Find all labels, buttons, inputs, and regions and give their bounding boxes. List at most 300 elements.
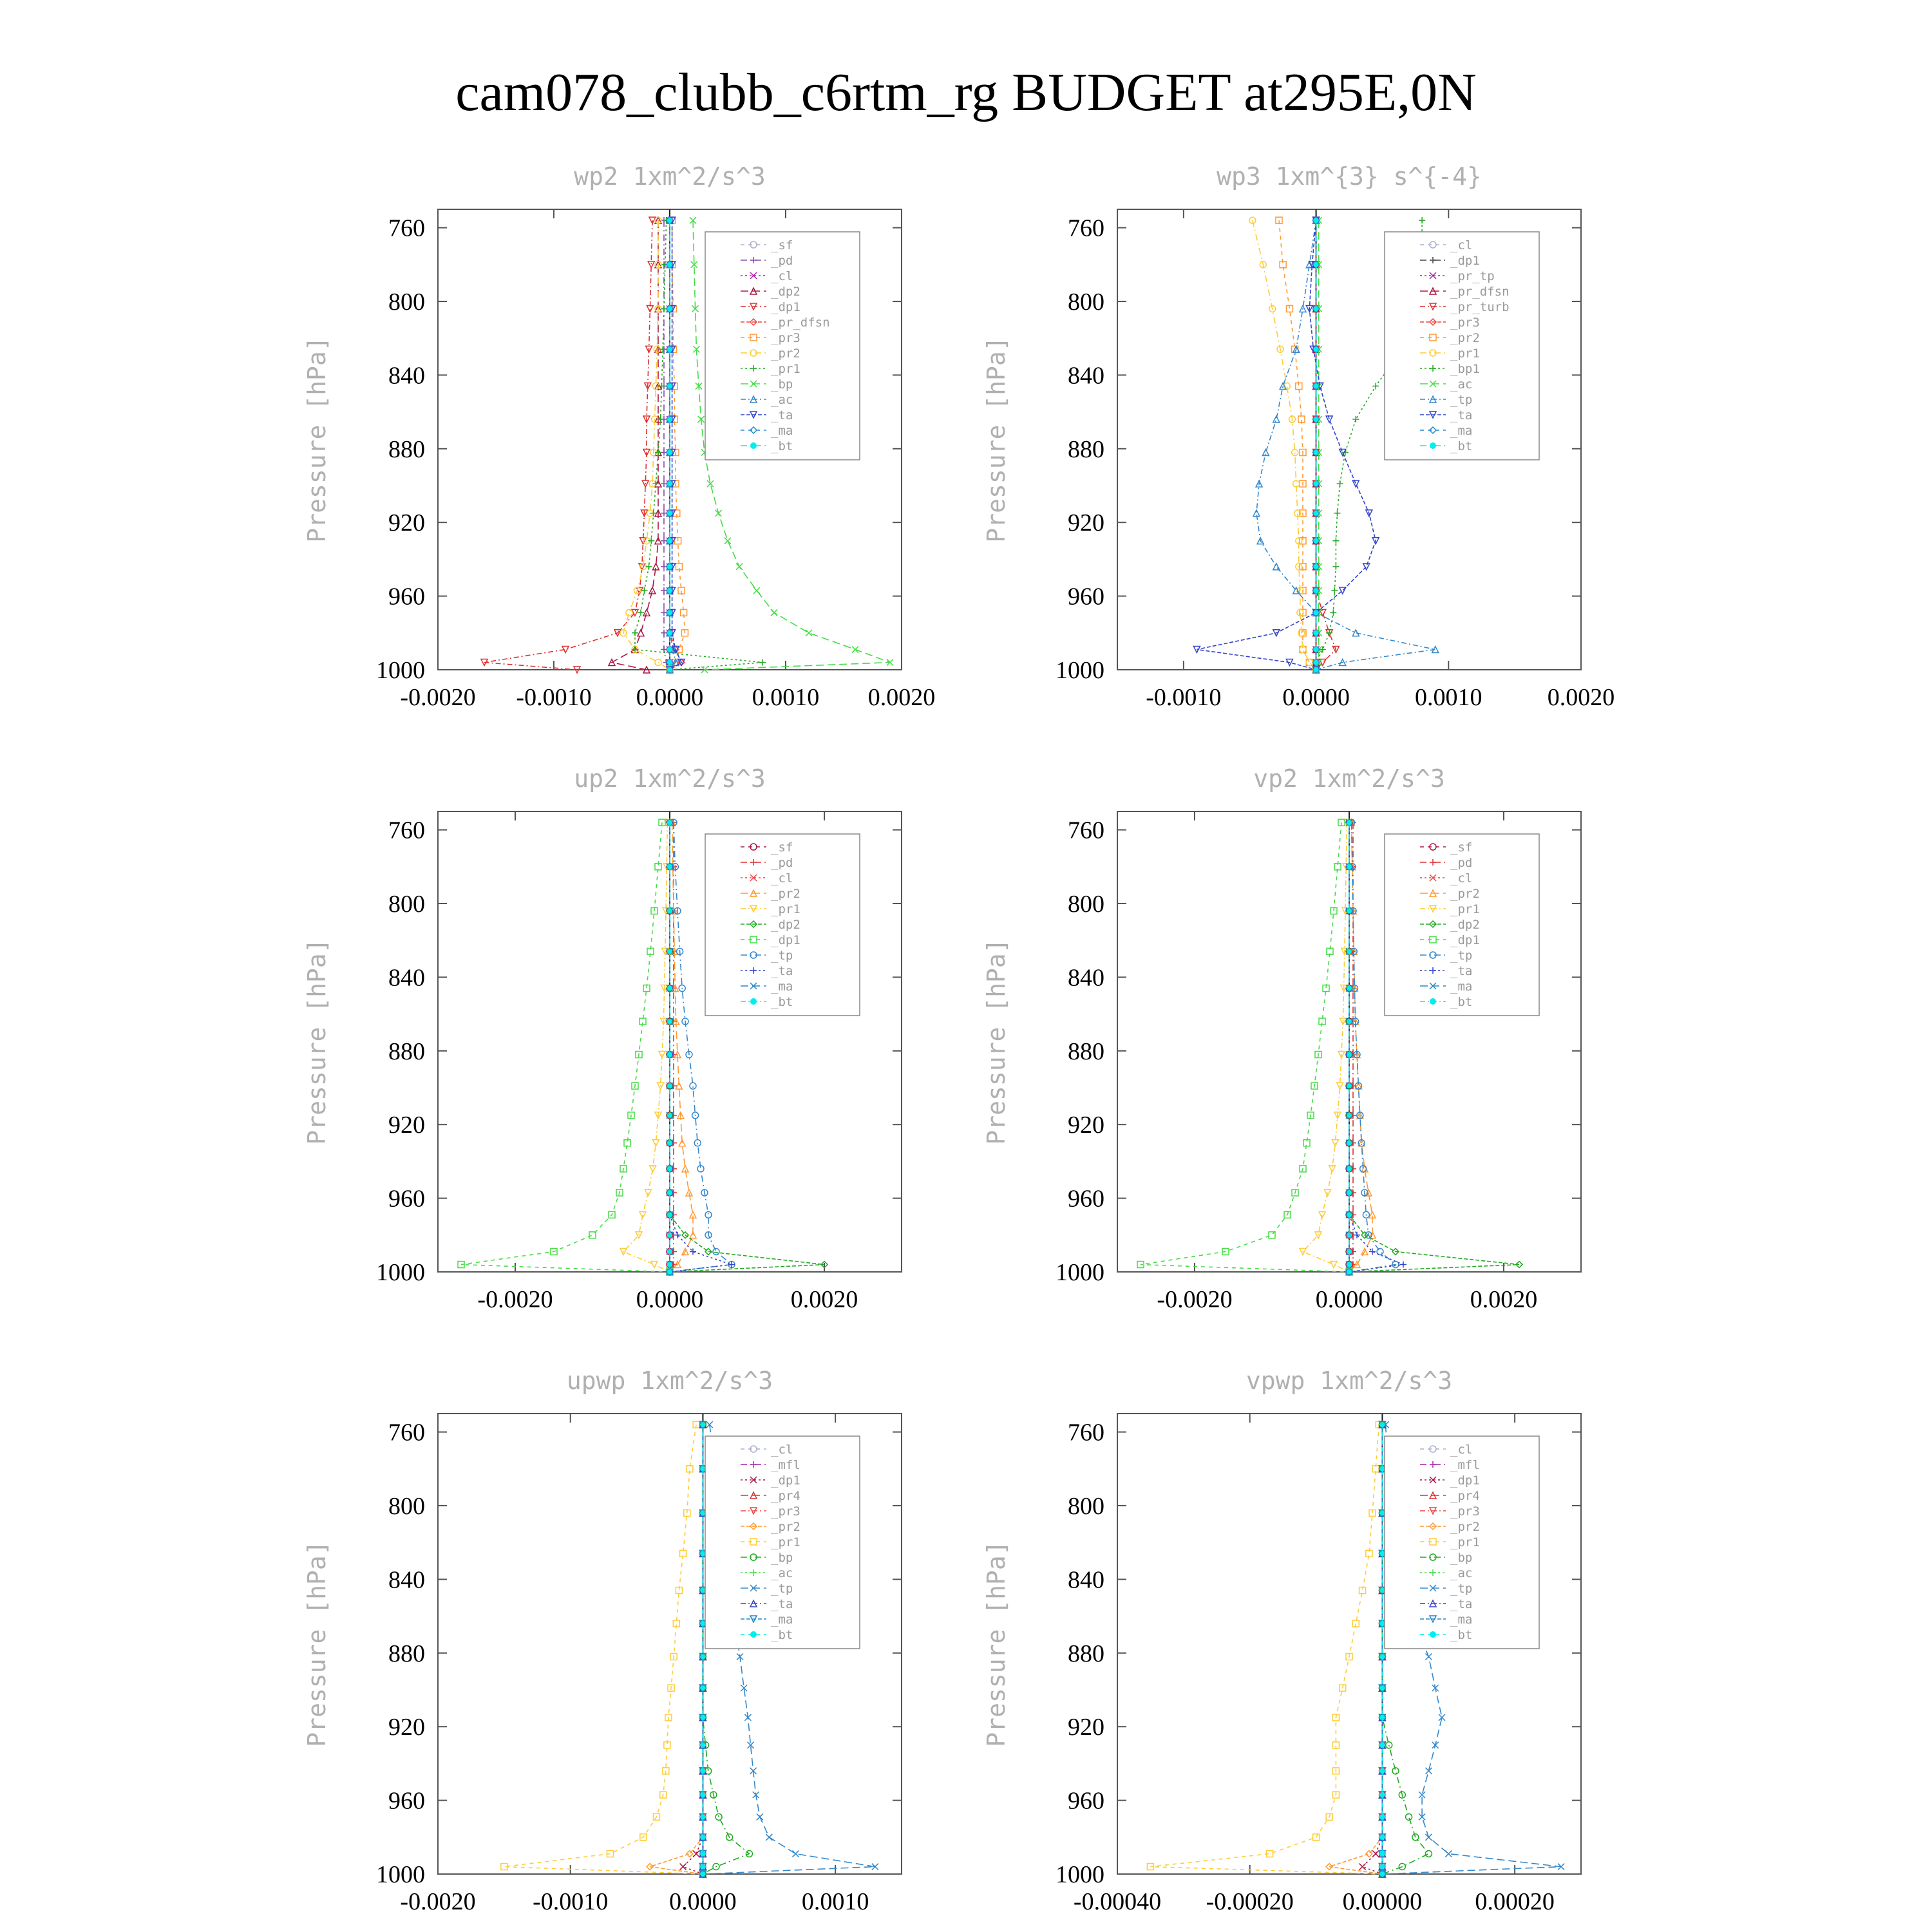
data-point bbox=[667, 1052, 672, 1057]
y-axis-label: Pressure [hPa] bbox=[982, 336, 1010, 543]
legend-label: _pr2 bbox=[1450, 887, 1480, 901]
x-tick-label: -0.0010 bbox=[533, 1888, 609, 1915]
data-point bbox=[700, 1466, 705, 1472]
x-tick-label: 0.0020 bbox=[1470, 1286, 1538, 1313]
y-tick-label: 840 bbox=[388, 964, 425, 992]
data-point bbox=[1347, 864, 1352, 869]
data-point bbox=[667, 986, 672, 991]
legend-marker bbox=[750, 442, 757, 449]
data-point bbox=[1347, 1019, 1352, 1024]
data-point bbox=[1337, 480, 1343, 487]
y-tick-label: 880 bbox=[1068, 1640, 1104, 1667]
x-tick-label: 0.0000 bbox=[636, 684, 704, 711]
data-point bbox=[667, 384, 672, 389]
data-point bbox=[1314, 262, 1319, 267]
y-tick-label: 960 bbox=[1068, 583, 1104, 611]
data-point bbox=[674, 1232, 681, 1238]
y-tick-label: 760 bbox=[1068, 817, 1104, 844]
data-point bbox=[1332, 564, 1339, 570]
data-point bbox=[667, 1083, 672, 1088]
panel-vpwp bbox=[982, 1367, 1581, 1915]
y-tick-label: 760 bbox=[388, 1419, 425, 1446]
data-point bbox=[852, 647, 858, 653]
y-tick-label: 960 bbox=[1068, 1185, 1104, 1213]
y-tick-label: 800 bbox=[388, 1493, 425, 1520]
data-point bbox=[1354, 1232, 1360, 1238]
data-point bbox=[1331, 1262, 1337, 1268]
x-tick-label: -0.0020 bbox=[1157, 1286, 1233, 1313]
legend-label: _pr_dfsn bbox=[771, 316, 830, 330]
legend-label: _tp bbox=[1450, 1582, 1473, 1596]
data-point bbox=[1319, 1211, 1325, 1218]
data-point bbox=[759, 659, 766, 666]
panel-title: vp2 1xm^2/s^3 bbox=[1253, 764, 1445, 793]
data-point bbox=[700, 1864, 705, 1870]
data-point bbox=[639, 1211, 646, 1218]
data-point bbox=[1419, 217, 1425, 223]
data-point bbox=[1379, 1422, 1385, 1427]
y-tick-label: 960 bbox=[388, 1787, 425, 1815]
data-point bbox=[1334, 510, 1340, 516]
y-tick-label: 920 bbox=[1068, 509, 1104, 537]
x-tick-label: -0.00040 bbox=[1073, 1888, 1162, 1915]
legend-label: _dp2 bbox=[771, 285, 800, 299]
data-point bbox=[700, 1551, 705, 1556]
legend-label: _pr1 bbox=[1450, 902, 1480, 916]
legend-label: _bt bbox=[1450, 1628, 1473, 1642]
y-tick-label: 1000 bbox=[376, 1259, 425, 1286]
data-point bbox=[1347, 949, 1352, 954]
series-line bbox=[1150, 1425, 1382, 1874]
legend-label: _pr1 bbox=[1450, 1535, 1480, 1549]
series-line bbox=[664, 220, 670, 670]
panel-title: wp3 1xm^{3} s^{-4} bbox=[1217, 162, 1482, 191]
series-line bbox=[461, 822, 670, 1272]
seriesdp1 bbox=[1137, 819, 1352, 1275]
legend-label: _ta bbox=[771, 408, 793, 422]
data-point bbox=[1379, 1835, 1385, 1840]
legend-label: _dp1 bbox=[771, 1473, 800, 1488]
data-point bbox=[667, 1190, 672, 1195]
legend-label: _ta bbox=[1450, 408, 1473, 422]
legend-label: _pr2 bbox=[771, 887, 800, 901]
data-point bbox=[1347, 1249, 1352, 1255]
data-point bbox=[667, 306, 672, 311]
panel-upwp bbox=[303, 1367, 902, 1915]
data-point bbox=[1359, 1864, 1366, 1870]
seriespr1 bbox=[501, 1421, 706, 1877]
data-point bbox=[632, 630, 638, 636]
legend-label: _bp1 bbox=[1450, 362, 1480, 376]
series-line bbox=[650, 1425, 703, 1874]
x-tick-label: -0.0020 bbox=[477, 1286, 553, 1313]
data-point bbox=[667, 949, 672, 954]
data-point bbox=[667, 417, 672, 422]
legend-label: _pd bbox=[771, 254, 793, 268]
data-point bbox=[690, 1232, 696, 1238]
legend-marker bbox=[1430, 1631, 1436, 1638]
series-line bbox=[670, 220, 676, 670]
data-point bbox=[1314, 218, 1319, 223]
data-point bbox=[1347, 1190, 1352, 1195]
y-tick-label: 880 bbox=[1068, 1037, 1104, 1065]
legend-marker bbox=[1430, 442, 1436, 449]
data-point bbox=[1314, 384, 1319, 389]
y-tick-label: 800 bbox=[388, 891, 425, 918]
data-point bbox=[1386, 1742, 1392, 1748]
data-point bbox=[1372, 383, 1379, 390]
data-point bbox=[1379, 1743, 1385, 1748]
legend-label: _dp2 bbox=[1450, 918, 1480, 932]
x-tick-label: 0.0000 bbox=[669, 1888, 737, 1915]
data-point bbox=[648, 261, 654, 268]
seriespr2 bbox=[1326, 1421, 1385, 1877]
data-point bbox=[646, 564, 652, 570]
series-line bbox=[504, 1425, 703, 1874]
data-point bbox=[1347, 1083, 1352, 1088]
data-point bbox=[1347, 986, 1352, 991]
data-point bbox=[1314, 610, 1319, 615]
legend-label: _bt bbox=[771, 995, 793, 1009]
data-point bbox=[1326, 416, 1332, 422]
y-axis-label: Pressure [hPa] bbox=[982, 938, 1010, 1145]
legend-label: _bp bbox=[771, 1551, 793, 1565]
data-point bbox=[667, 262, 672, 267]
data-point bbox=[667, 610, 672, 615]
y-tick-label: 1000 bbox=[376, 1861, 425, 1888]
panel-title: wp2 1xm^2/s^3 bbox=[574, 162, 766, 191]
panel-title: up2 1xm^2/s^3 bbox=[574, 764, 766, 793]
series-line bbox=[1329, 1425, 1382, 1874]
data-point bbox=[700, 1685, 705, 1690]
series-line bbox=[1253, 220, 1316, 670]
data-point bbox=[724, 538, 731, 544]
data-point bbox=[1292, 450, 1298, 456]
x-tick-label: 0.0010 bbox=[1415, 684, 1482, 711]
data-point bbox=[1347, 1233, 1352, 1238]
seriesdp1 bbox=[1359, 1421, 1386, 1877]
panel-up2 bbox=[303, 764, 902, 1313]
legend-label: _pr2 bbox=[1450, 1520, 1480, 1534]
legend-label: _pr3 bbox=[771, 331, 800, 345]
x-tick-label: -0.0010 bbox=[516, 684, 592, 711]
legend-label: _mfl bbox=[1450, 1458, 1480, 1472]
data-point bbox=[1392, 1768, 1399, 1774]
legend-label: _ta bbox=[1450, 1597, 1473, 1611]
legend-label: _dp1 bbox=[771, 300, 800, 314]
seriesdp2 bbox=[609, 217, 661, 673]
data-point bbox=[1347, 1113, 1352, 1118]
data-point bbox=[766, 1834, 772, 1841]
y-tick-label: 1000 bbox=[1056, 1259, 1104, 1286]
data-point bbox=[667, 1249, 672, 1255]
x-tick-label: 0.0010 bbox=[801, 1888, 869, 1915]
legend-label: _pr3 bbox=[1450, 316, 1480, 330]
data-point bbox=[667, 820, 672, 825]
data-point bbox=[792, 1851, 799, 1857]
data-point bbox=[1347, 820, 1352, 825]
legend-label: _pd bbox=[1450, 856, 1473, 870]
data-point bbox=[1314, 481, 1319, 486]
legend-label: _bt bbox=[1450, 995, 1473, 1009]
y-tick-label: 840 bbox=[1068, 1566, 1104, 1594]
data-point bbox=[1379, 1814, 1385, 1819]
data-point bbox=[1445, 1851, 1452, 1857]
y-tick-label: 960 bbox=[388, 583, 425, 611]
data-point bbox=[736, 564, 743, 570]
data-point bbox=[1347, 1166, 1352, 1171]
data-point bbox=[626, 609, 632, 616]
data-point bbox=[1314, 417, 1319, 422]
data-point bbox=[1314, 306, 1319, 311]
data-point bbox=[667, 1212, 672, 1217]
y-tick-label: 1000 bbox=[1056, 657, 1104, 684]
data-point bbox=[690, 1083, 696, 1089]
y-tick-label: 800 bbox=[388, 289, 425, 316]
legend-label: _dp1 bbox=[1450, 254, 1480, 268]
legend-label: _pr2 bbox=[771, 1520, 800, 1534]
data-point bbox=[715, 1814, 722, 1820]
legend-label: _cl bbox=[771, 871, 793, 886]
x-tick-label: -0.0020 bbox=[400, 684, 476, 711]
x-tick-label: 0.0000 bbox=[636, 1286, 704, 1313]
data-point bbox=[667, 667, 672, 672]
legend-label: _dp1 bbox=[771, 933, 800, 947]
data-point bbox=[655, 659, 661, 666]
y-tick-label: 920 bbox=[388, 1112, 425, 1139]
legend-label: _cl bbox=[1450, 238, 1473, 252]
legend-label: _ta bbox=[771, 964, 793, 978]
data-point bbox=[1379, 1621, 1385, 1626]
data-point bbox=[700, 1871, 705, 1877]
y-axis-label: Pressure [hPa] bbox=[982, 1540, 1010, 1747]
seriespd bbox=[667, 819, 677, 1275]
data-point bbox=[1314, 511, 1319, 516]
x-tick-label: -0.0020 bbox=[400, 1888, 476, 1915]
data-point bbox=[1379, 1715, 1385, 1720]
series-line bbox=[1197, 220, 1376, 670]
legend-label: _ac bbox=[1450, 1566, 1473, 1580]
y-tick-label: 1000 bbox=[1056, 1861, 1104, 1888]
data-point bbox=[700, 1715, 705, 1720]
y-tick-label: 800 bbox=[1068, 1493, 1104, 1520]
data-point bbox=[667, 660, 672, 665]
data-point bbox=[667, 511, 672, 516]
y-tick-label: 760 bbox=[1068, 214, 1104, 242]
x-tick-label: 0.00020 bbox=[1475, 1888, 1555, 1915]
legend-label: _pr1 bbox=[771, 902, 800, 916]
y-tick-label: 800 bbox=[1068, 289, 1104, 316]
y-tick-label: 960 bbox=[1068, 1787, 1104, 1815]
data-point bbox=[667, 864, 672, 869]
data-point bbox=[1425, 1654, 1432, 1660]
data-point bbox=[1347, 1141, 1352, 1146]
legend-label: _bt bbox=[771, 439, 793, 453]
x-tick-label: -0.0010 bbox=[1146, 684, 1222, 711]
seriespd bbox=[661, 217, 673, 673]
data-point bbox=[1314, 630, 1319, 636]
data-point bbox=[680, 1864, 687, 1870]
data-point bbox=[1425, 1834, 1432, 1841]
y-tick-label: 760 bbox=[388, 817, 425, 844]
data-point bbox=[806, 630, 812, 636]
data-point bbox=[1273, 416, 1280, 422]
data-point bbox=[700, 1852, 705, 1857]
y-tick-label: 920 bbox=[1068, 1112, 1104, 1139]
panel-title: upwp 1xm^2/s^3 bbox=[566, 1367, 773, 1395]
data-point bbox=[1273, 564, 1280, 570]
data-point bbox=[1372, 1851, 1379, 1857]
series-line bbox=[1303, 822, 1349, 1272]
seriespr1 bbox=[1147, 1421, 1385, 1877]
legend-label: _ma bbox=[1450, 980, 1473, 994]
legend-label: _ma bbox=[771, 424, 793, 438]
series-line bbox=[683, 1425, 703, 1874]
series-line bbox=[623, 822, 670, 1272]
data-point bbox=[1400, 1262, 1406, 1268]
y-tick-label: 880 bbox=[388, 435, 425, 463]
legend-label: _pr1 bbox=[1450, 346, 1480, 361]
seriespr2 bbox=[647, 1421, 706, 1877]
legend-label: _sf bbox=[771, 840, 793, 855]
legend-label: _pd bbox=[771, 856, 793, 870]
legend-label: _tp bbox=[771, 949, 793, 963]
legend-label: _pr_dfsn bbox=[1450, 285, 1510, 299]
data-point bbox=[638, 609, 644, 616]
seriesdp1 bbox=[481, 217, 656, 673]
y-tick-label: 840 bbox=[1068, 362, 1104, 390]
legend-label: _bp bbox=[771, 377, 793, 392]
data-point bbox=[1314, 564, 1319, 569]
data-point bbox=[1314, 346, 1319, 352]
legend-label: _tp bbox=[1450, 949, 1473, 963]
data-point bbox=[700, 1814, 705, 1819]
data-point bbox=[1314, 667, 1319, 672]
data-point bbox=[700, 1792, 705, 1797]
data-point bbox=[700, 1743, 705, 1748]
data-point bbox=[1425, 1768, 1432, 1774]
y-tick-label: 880 bbox=[388, 1640, 425, 1667]
data-point bbox=[1379, 1871, 1385, 1877]
legend-label: _ma bbox=[1450, 1613, 1473, 1627]
seriespr2 bbox=[1346, 819, 1376, 1275]
data-point bbox=[700, 1768, 705, 1774]
data-point bbox=[700, 1654, 705, 1660]
data-point bbox=[667, 908, 672, 913]
data-point bbox=[1314, 647, 1319, 652]
series-line bbox=[484, 220, 652, 670]
y-tick-label: 840 bbox=[388, 1566, 425, 1594]
data-point bbox=[1330, 609, 1336, 616]
series-line bbox=[1279, 220, 1316, 670]
y-tick-label: 840 bbox=[388, 362, 425, 390]
data-point bbox=[1331, 587, 1338, 594]
x-tick-label: 0.00000 bbox=[1342, 1888, 1423, 1915]
legend-marker bbox=[750, 1631, 757, 1638]
legend-label: _pr_turb bbox=[1450, 300, 1510, 314]
seriesdp1 bbox=[458, 819, 673, 1275]
legend-label: _pr3 bbox=[1450, 1504, 1480, 1519]
seriespr2 bbox=[667, 819, 696, 1275]
data-point bbox=[700, 1588, 705, 1593]
data-point bbox=[1347, 908, 1352, 913]
data-point bbox=[771, 609, 777, 616]
legend-label: _ma bbox=[771, 980, 793, 994]
data-point bbox=[1314, 660, 1319, 665]
data-point bbox=[667, 218, 672, 223]
y-tick-label: 1000 bbox=[376, 657, 425, 684]
data-point bbox=[651, 1262, 658, 1268]
legend-label: _sf bbox=[771, 238, 793, 252]
x-tick-label: 0.0000 bbox=[1282, 684, 1350, 711]
data-point bbox=[1379, 1654, 1385, 1660]
data-point bbox=[667, 1019, 672, 1024]
data-point bbox=[700, 1621, 705, 1626]
data-point bbox=[1406, 1814, 1412, 1820]
y-tick-label: 920 bbox=[1068, 1714, 1104, 1741]
data-point bbox=[1379, 1768, 1385, 1774]
legend-label: _pr_tp bbox=[1450, 269, 1495, 283]
legend-label: _pr1 bbox=[771, 1535, 800, 1549]
data-point bbox=[1379, 1685, 1385, 1690]
data-point bbox=[1314, 588, 1319, 593]
data-point bbox=[667, 564, 672, 569]
legend-label: _bt bbox=[771, 1628, 793, 1642]
seriespr1 bbox=[1300, 819, 1352, 1275]
data-point bbox=[667, 1141, 672, 1146]
data-point bbox=[667, 1233, 672, 1238]
legend-label: _mfl bbox=[771, 1458, 800, 1472]
legend-label: _pr1 bbox=[771, 362, 800, 376]
data-point bbox=[667, 1262, 672, 1267]
data-point bbox=[1379, 1551, 1385, 1556]
panel-wp3 bbox=[982, 162, 1615, 711]
data-point bbox=[1379, 1864, 1385, 1870]
y-tick-label: 880 bbox=[1068, 435, 1104, 463]
data-point bbox=[1425, 1851, 1432, 1857]
legend-label: _pr4 bbox=[771, 1489, 800, 1503]
legend-label: _tp bbox=[771, 1582, 793, 1596]
data-point bbox=[693, 1851, 699, 1857]
data-point bbox=[1347, 1269, 1352, 1274]
data-point bbox=[1347, 1212, 1352, 1217]
data-point bbox=[667, 1269, 672, 1274]
legend-label: _cl bbox=[771, 1443, 793, 1457]
data-point bbox=[700, 1510, 705, 1515]
y-tick-label: 760 bbox=[1068, 1419, 1104, 1446]
data-point bbox=[1379, 1510, 1385, 1515]
data-point bbox=[1314, 450, 1319, 455]
panel-wp2 bbox=[303, 162, 935, 711]
seriespd bbox=[1346, 819, 1356, 1275]
series-line bbox=[1141, 822, 1349, 1272]
legend-label: _pr3 bbox=[771, 1504, 800, 1519]
data-point bbox=[753, 587, 760, 594]
legend-label: _pr4 bbox=[1450, 1489, 1480, 1503]
data-point bbox=[667, 346, 672, 352]
data-point bbox=[667, 647, 672, 652]
legend-label: _pr2 bbox=[1450, 331, 1480, 345]
data-point bbox=[1347, 1262, 1352, 1267]
data-point bbox=[700, 1422, 705, 1427]
panel-vp2 bbox=[982, 764, 1581, 1313]
data-point bbox=[1379, 1792, 1385, 1797]
legend-label: _bp bbox=[1450, 1551, 1473, 1565]
x-tick-label: 0.0020 bbox=[867, 684, 936, 711]
data-point bbox=[713, 1249, 719, 1255]
x-tick-label: 0.0000 bbox=[1315, 1286, 1383, 1313]
legend-label: _tp bbox=[1450, 393, 1473, 407]
